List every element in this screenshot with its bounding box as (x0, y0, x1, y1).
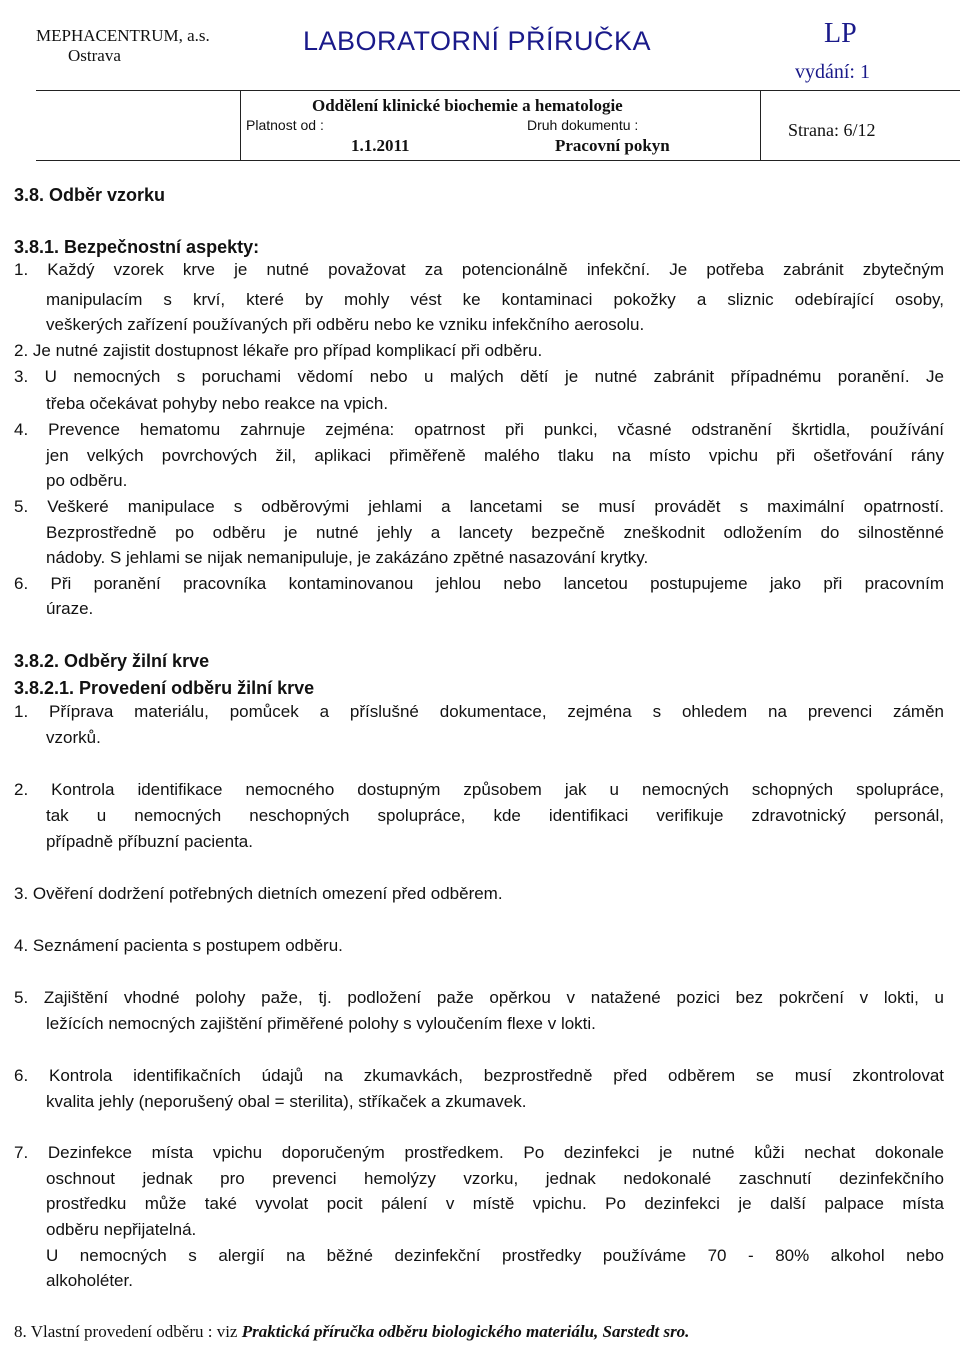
safety-item-line: 5. Veškeré manipulace s odběrovými jehlami a lancetami se musí provádět s maximální opatrností. (14, 497, 944, 516)
valid-from-label: Platnost od : (246, 117, 324, 133)
doc-type-value: Pracovní pokyn (555, 136, 670, 155)
safety-item-line: třeba očekávat pohyby nebo reakce na vpich. (46, 394, 389, 413)
safety-item-line: nádoby. S jehlami se nijak nemanipuluje, je zakázáno zpětné nasazování krytky. (46, 548, 649, 567)
document-code: LP (824, 18, 857, 49)
safety-item-line: 3. U nemocných s poruchami vědomí nebo u malých dětí je nutné zabránit případnému poranění. Je (14, 367, 944, 386)
safety-item-line: Bezprostředně po odběru je nutné jehly a lancety bezpečně zneškodnit odložením do silnostěnné (46, 523, 944, 542)
safety-item-line: po odběru. (46, 471, 128, 490)
safety-item-line: manipulacím s krví, které by mohly vést ke kontaminaci pokožky a sliznic odebírající osoby, (46, 290, 944, 309)
valid-from-value: 1.1.2011 (351, 136, 410, 155)
procedure-step-line: alkoholéter. (46, 1271, 133, 1290)
subsection-safety-heading: 3.8.1. Bezpečnostní aspekty: (14, 237, 260, 257)
procedure-step-line: 7. Dezinfekce místa vpichu doporučeným prostředkem. Po dezinfekci je nutné kůži nechat dokonale (14, 1143, 944, 1162)
safety-item-line: 2. Je nutné zajistit dostupnost lékaře pro případ komplikací při odběru. (14, 341, 543, 360)
procedure-step-line: oschnout jednak pro prevenci hemolýzy vzorku, jednak nedokonalé zaschnutí dezinfekčního (46, 1169, 944, 1188)
document-header (0, 0, 960, 168)
final-prefix: 8. Vlastní provedení odběru : viz (14, 1322, 242, 1341)
section-heading: 3.8. Odběr vzorku (14, 185, 166, 205)
doc-type-label: Druh dokumentu : (527, 117, 639, 133)
procedure-step-line: 1. Příprava materiálu, pomůcek a příslušné dokumentace, zejména s ohledem na prevenci záměn (14, 702, 944, 721)
procedure-step-line: ležících nemocných zajištění přiměřené polohy s vyloučením flexe v lokti. (46, 1014, 596, 1033)
company-name: MEPHACENTRUM, a.s. (36, 26, 210, 45)
procedure-step-line: 5. Zajištění vhodné polohy paže, tj. podložení paže opěrkou v natažené pozici bez pokrčení v lokti, u (14, 988, 944, 1007)
procedure-step-line: vzorků. (46, 728, 101, 747)
subsection-venous-heading: 3.8.2. Odběry žilní krve (14, 651, 210, 671)
safety-item-line: 4. Prevence hematomu zahrnuje zejména: opatrnost při punkci, včasné odstranění škrtidla, používání (14, 420, 944, 439)
final-reference-line (14, 1321, 689, 1343)
department-name: Oddělení klinické biochemie a hematologie (312, 96, 623, 115)
procedure-step-line: tak u nemocných neschopných spolupráce, kde identifikaci verifikuje zdravotnický personál, (46, 806, 944, 825)
header-divider-top (36, 90, 960, 91)
procedure-step-line: případně příbuzní pacienta. (46, 832, 253, 851)
safety-item-line: úraze. (46, 599, 94, 618)
safety-item-line: veškerých zařízení používaných při odběru nebo ke vzniku infekčního aerosolu. (46, 315, 645, 334)
subsection-procedure-heading: 3.8.2.1. Provedení odběru žilní krve (14, 678, 315, 698)
procedure-step-line: U nemocných s alergií na běžné dezinfekční prostředky používáme 70 - 80% alkohol nebo (46, 1246, 944, 1265)
safety-item-line: jen velkých povrchových žil, aplikaci přiměřeně malého tlaku na místo vpichu při ošetřování rány (46, 446, 944, 465)
procedure-step-line: 2. Kontrola identifikace nemocného dostupným způsobem jak u nemocných schopných spolupráce, (14, 780, 944, 799)
header-divider-vertical (240, 90, 241, 160)
procedure-step-line: odběru nepřijatelná. (46, 1220, 197, 1239)
procedure-step-line: prostředku může také vyvolat pocit pálení v místě vpichu. Po dezinfekci je další palpace místa (46, 1194, 944, 1213)
final-reference: Praktická příručka odběru biologického materiálu, Sarstedt sro. (241, 1322, 690, 1341)
safety-item-line: 1. Každý vzorek krve je nutné považovat za potencionálně infekční. Je potřeba zabránit zbytečným (14, 260, 944, 279)
page-number: Strana: 6/12 (788, 120, 876, 140)
company-city: Ostrava (68, 46, 121, 65)
header-divider-bottom (36, 160, 960, 161)
header-divider-vertical-right (760, 90, 761, 160)
procedure-step-line: 4. Seznámení pacienta s postupem odběru. (14, 936, 343, 955)
document-title: LABORATORNÍ PŘÍRUČKA (303, 26, 652, 56)
procedure-step-line: 3. Ověření dodržení potřebných dietních omezení před odběrem. (14, 884, 503, 903)
document-edition: vydání: 1 (795, 61, 870, 83)
safety-item-line: 6. Při poranění pracovníka kontaminovanou jehlou nebo lancetou postupujeme jako při pracovním (14, 574, 944, 593)
procedure-step-line: 6. Kontrola identifikačních údajů na zkumavkách, bezprostředně před odběrem se musí zkontrolovat (14, 1066, 944, 1085)
procedure-step-line: kvalita jehly (neporušený obal = sterilita), stříkaček a zkumavek. (46, 1092, 527, 1111)
